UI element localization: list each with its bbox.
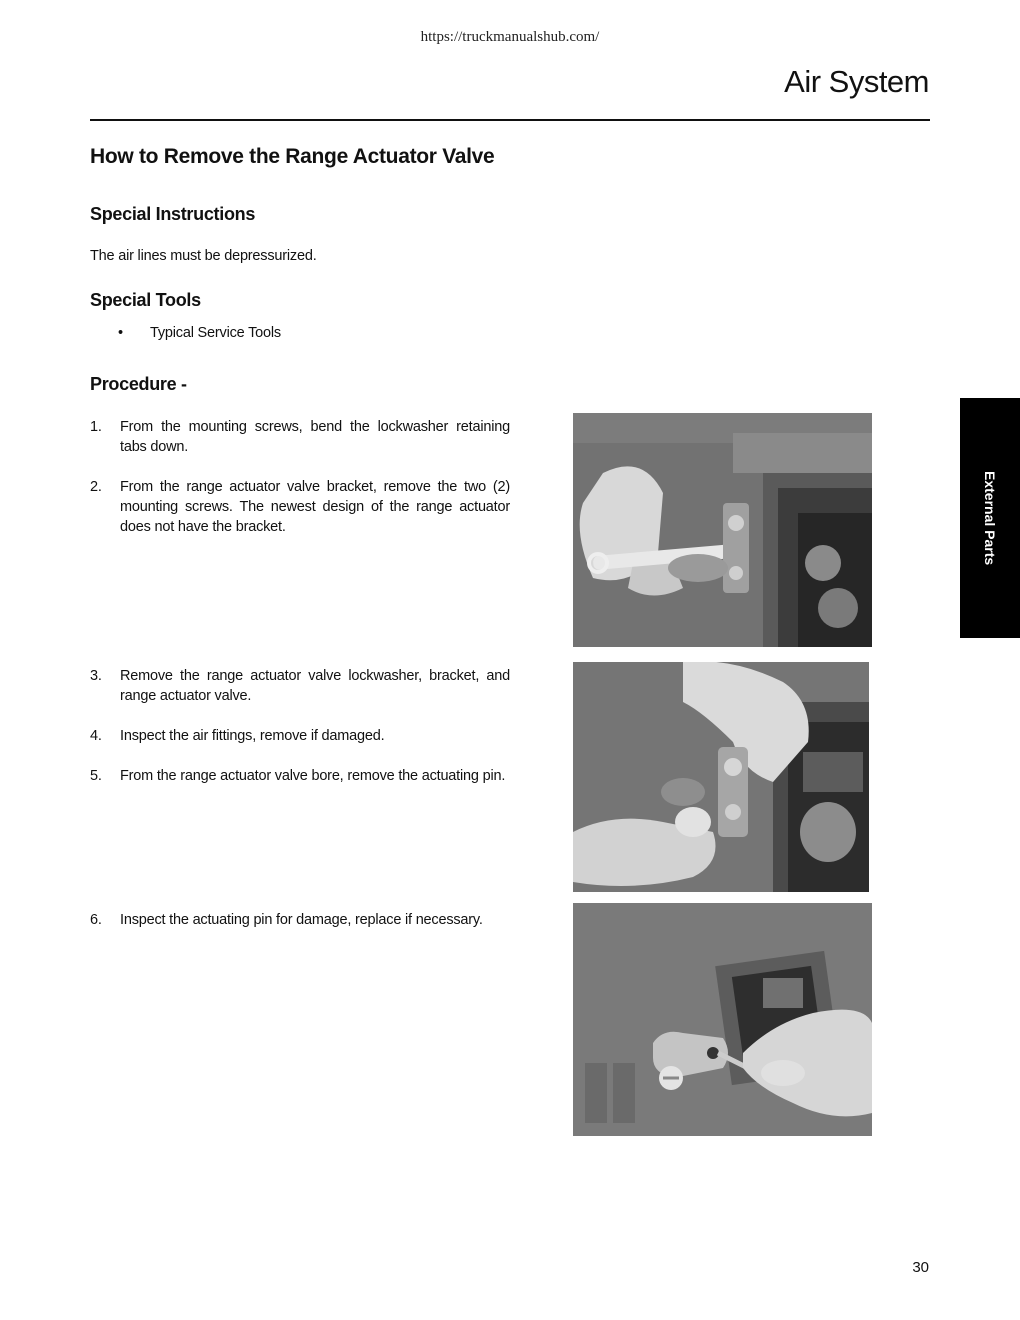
photo-removing-actuating-pin xyxy=(573,903,872,1136)
side-section-tab xyxy=(960,398,1020,638)
procedure-step-2 xyxy=(90,477,510,537)
step-number: 6. xyxy=(90,912,102,928)
procedure-step-6 xyxy=(90,910,510,930)
step-text: Inspect the actuating pin for damage, replace if necessary. xyxy=(120,912,483,928)
photo-wrench-on-mounting-screws xyxy=(573,413,872,647)
step-text: Inspect the air fittings, remove if damaged. xyxy=(120,728,385,744)
special-instructions-text: The air lines must be depressurized. xyxy=(90,248,317,264)
procedure-heading: Procedure - xyxy=(90,374,187,394)
bullet-icon: • xyxy=(118,325,124,341)
page-number: 30 xyxy=(912,1259,929,1276)
step-text: From the mounting screws, bend the lockwasher retaining tabs down. xyxy=(120,419,510,455)
special-tools-item: Typical Service Tools xyxy=(150,325,281,341)
special-tools-heading: Special Tools xyxy=(90,290,201,310)
procedure-step-5 xyxy=(90,766,510,786)
procedure-step-4 xyxy=(90,726,510,746)
header-rule xyxy=(90,119,930,121)
step-number: 3. xyxy=(90,668,102,684)
step-number: 2. xyxy=(90,479,102,495)
step-number: 1. xyxy=(90,419,102,435)
section-title: Air System xyxy=(784,64,929,99)
source-url: https://truckmanualshub.com/ xyxy=(420,29,600,45)
step-text: Remove the range actuator valve lockwasher, bracket, and range actuator valve. xyxy=(120,668,510,704)
special-instructions-heading: Special Instructions xyxy=(90,204,256,224)
side-tab-label: External Parts xyxy=(982,470,998,566)
step-text: From the range actuator valve bore, remove the actuating pin. xyxy=(120,768,506,784)
photo-removing-valve xyxy=(573,662,869,892)
procedure-step-1 xyxy=(90,417,510,457)
step-text: From the range actuator valve bracket, remove the two (2) mounting screws. The newest design of the range actuator does not have the bracket. xyxy=(120,479,510,535)
step-number: 5. xyxy=(90,768,102,784)
step-number: 4. xyxy=(90,728,102,744)
procedure-step-3 xyxy=(90,666,510,706)
page-title: How to Remove the Range Actuator Valve xyxy=(90,145,495,168)
